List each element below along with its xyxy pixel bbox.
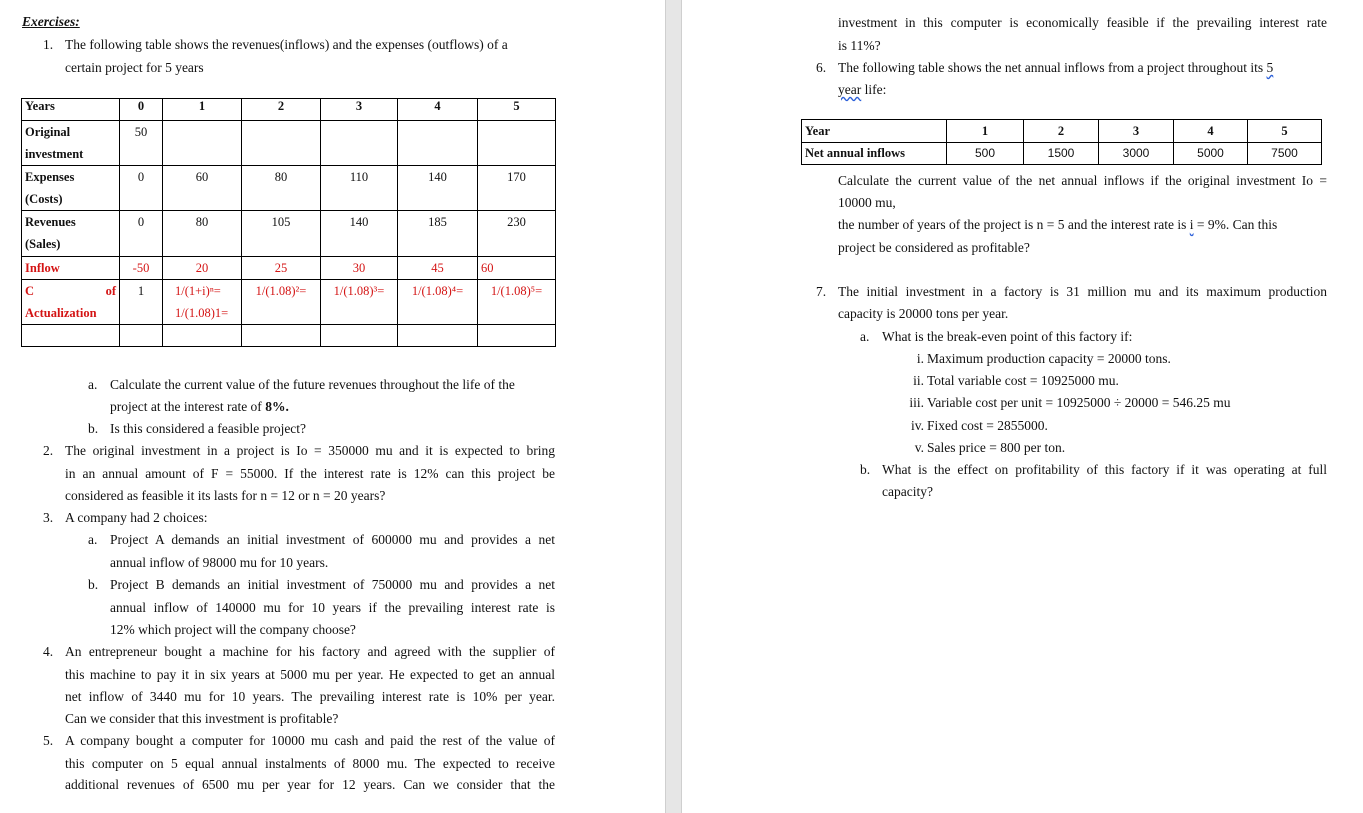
q6-line1: The following table shows the net annual inflows from a project throughout its 5 <box>838 60 1274 75</box>
q7b-line2: capacity? <box>882 484 933 499</box>
table-cell: -50 <box>120 257 163 280</box>
q4-line4: Can we consider that this investment is profitable? <box>65 711 339 726</box>
table-cell: 170 <box>478 166 556 211</box>
header-cell: 4 <box>398 99 478 121</box>
table-cell: 80 <box>163 211 242 257</box>
q5-line3: additional revenues of 6500 mu per year for 12 years. Can we consider that the <box>65 777 555 792</box>
q7b-line1: What is the effect on profitability of this factory if it was operating at full <box>882 462 1327 477</box>
table-cell: 140 <box>321 211 398 257</box>
q2-number: 2. <box>43 443 54 458</box>
header-cell: 1 <box>947 120 1024 143</box>
table-header-row <box>22 99 556 121</box>
header-cell: 5 <box>478 99 556 121</box>
q1a-line2: project at the interest rate of 8%. <box>110 399 289 414</box>
inflow-row <box>22 257 556 280</box>
q5-cont-line2: is 11%? <box>838 38 881 53</box>
row-label: C of Actualization <box>22 280 120 325</box>
header-cell: 3 <box>321 99 398 121</box>
table-cell: 1 <box>120 280 163 325</box>
q1b-letter: b. <box>88 421 99 436</box>
table-cell: 45 <box>398 257 478 280</box>
q6-number: 6. <box>816 60 827 75</box>
q7-item-number: v. <box>914 440 924 455</box>
table-cell: 50 <box>120 121 163 166</box>
table-cell <box>398 121 478 166</box>
right-page <box>682 0 1363 813</box>
inflows-table <box>801 119 1322 165</box>
q7-item-text: Fixed cost = 2855000. <box>927 418 1048 433</box>
q7-number: 7. <box>816 284 827 299</box>
q7-item-number: ii. <box>913 373 924 388</box>
q1a-letter: a. <box>88 377 98 392</box>
header-cell: 0 <box>120 99 163 121</box>
q1b-text: Is this considered a feasible project? <box>110 421 307 436</box>
exercises-heading: Exercises: <box>22 14 80 29</box>
q7-item-text: Maximum production capacity = 20000 tons. <box>927 351 1171 366</box>
q7-item-number: i. <box>916 351 924 366</box>
table-cell: 230 <box>478 211 556 257</box>
q6-text-line3: the number of years of the project is n = 5 and the interest rate is i = 9%. Can this <box>838 217 1278 232</box>
header-cell: 5 <box>1248 120 1322 143</box>
header-cell: Year <box>802 120 947 143</box>
table-row <box>802 143 1322 165</box>
table-cell <box>163 121 242 166</box>
q7-item-text: Total variable cost = 10925000 mu. <box>927 373 1119 388</box>
q3b-line2: annual inflow of 140000 mu for 10 years if the prevailing interest rate is <box>110 600 555 615</box>
table-cell: 1500 <box>1024 143 1099 165</box>
q2-line2: in an annual amount of F = 55000. If the interest rate is 12% can this project be <box>65 466 555 481</box>
q7-line1: The initial investment in a factory is 31 million mu and its maximum production <box>838 284 1327 299</box>
q2-line3: considered as feasible it its lasts for n = 12 or n = 20 years? <box>65 488 386 503</box>
table-cell: 20 <box>163 257 242 280</box>
q6-text-line1: Calculate the current value of the net annual inflows if the original investment Io = <box>838 173 1327 188</box>
q3b-line1: Project B demands an initial investment of 750000 mu and provides a net <box>110 577 555 592</box>
q1-number: 1. <box>43 37 54 52</box>
q6-text-line4: project be considered as profitable? <box>838 240 1030 255</box>
q5-cont-line1: investment in this computer is economically feasible if the prevailing interest rate <box>838 15 1327 30</box>
table-cell <box>242 121 321 166</box>
table-cell: 1/(1.08)²= <box>242 280 321 325</box>
table-cell: 1/(1+i)ⁿ= 1/(1.08)1= <box>163 280 242 325</box>
q5-line2: this computer on 5 equal annual instalments of 8000 mu. The expected to receive <box>65 756 555 771</box>
table-cell: 105 <box>242 211 321 257</box>
q6-text-line2: 10000 mu, <box>838 195 896 210</box>
table-cell: 3000 <box>1099 143 1174 165</box>
table-row <box>22 211 556 257</box>
table-cell: 7500 <box>1248 143 1322 165</box>
cashflow-table <box>21 98 556 347</box>
table-cell: 0 <box>120 166 163 211</box>
q7b-letter: b. <box>860 462 871 477</box>
q1-line2: certain project for 5 years <box>65 60 204 75</box>
table-cell: 60 <box>163 166 242 211</box>
row-label: Expenses (Costs) <box>22 166 120 211</box>
q1-line1: The following table shows the revenues(inflows) and the expenses (outflows) of a <box>65 37 508 52</box>
header-cell: 2 <box>242 99 321 121</box>
table-row <box>22 121 556 166</box>
table-cell: 1/(1.08)⁵= <box>478 280 556 325</box>
header-cell: 2 <box>1024 120 1099 143</box>
header-cell: 3 <box>1099 120 1174 143</box>
q3-line1: A company had 2 choices: <box>65 510 208 525</box>
q5-number: 5. <box>43 733 54 748</box>
q1a-line1: Calculate the current value of the future revenues throughout the life of the <box>110 377 515 392</box>
left-page <box>0 0 665 813</box>
q7a-text: What is the break-even point of this factory if: <box>882 329 1133 344</box>
q4-number: 4. <box>43 644 54 659</box>
table-header-row <box>802 120 1322 143</box>
q3b-line3: 12% which project will the company choose? <box>110 622 356 637</box>
table-cell: 140 <box>398 166 478 211</box>
row-label: Inflow <box>22 257 120 280</box>
table-cell: 5000 <box>1174 143 1248 165</box>
header-cell: Years <box>22 99 120 121</box>
row-label: Original investment <box>22 121 120 166</box>
header-cell: 1 <box>163 99 242 121</box>
q7-item-text: Sales price = 800 per ton. <box>927 440 1066 455</box>
table-cell: 1/(1.08)⁴= <box>398 280 478 325</box>
table-cell: 60 <box>478 257 556 280</box>
q2-line1: The original investment in a project is Io = 350000 mu and it is expected to bring <box>65 443 555 458</box>
q4-line2: this machine to pay it in six years at 5000 mu per year. He expected to get an annual <box>65 667 555 682</box>
table-cell <box>321 121 398 166</box>
empty-row <box>22 325 556 347</box>
q3a-line2: annual inflow of 98000 mu for 10 years. <box>110 555 329 570</box>
table-cell: 500 <box>947 143 1024 165</box>
q3a-letter: a. <box>88 532 98 547</box>
q3a-line1: Project A demands an initial investment of 600000 mu and provides a net <box>110 532 555 547</box>
table-cell <box>478 121 556 166</box>
q3-number: 3. <box>43 510 54 525</box>
table-cell: 110 <box>321 166 398 211</box>
table-cell: 0 <box>120 211 163 257</box>
header-cell: 4 <box>1174 120 1248 143</box>
table-cell: 1/(1.08)³= <box>321 280 398 325</box>
q7-item-number: iv. <box>911 418 924 433</box>
table-cell: 80 <box>242 166 321 211</box>
q6-line2: year life: <box>838 82 887 97</box>
table-cell: 30 <box>321 257 398 280</box>
actualization-row <box>22 280 556 325</box>
q4-line3: net inflow of 3440 mu for 10 years. The prevailing interest rate is 10% per year. <box>65 689 555 704</box>
row-label: Net annual inflows <box>802 143 947 165</box>
q5-line1: A company bought a computer for 10000 mu cash and paid the rest of the value of <box>65 733 555 748</box>
table-cell: 185 <box>398 211 478 257</box>
page-gutter <box>665 0 682 813</box>
q7-item-text: Variable cost per unit = 10925000 ÷ 20000 = 546.25 mu <box>927 395 1231 410</box>
q4-line1: An entrepreneur bought a machine for his factory and agreed with the supplier of <box>65 644 555 659</box>
table-cell: 25 <box>242 257 321 280</box>
q7-item-number: iii. <box>909 395 924 410</box>
q7a-letter: a. <box>860 329 870 344</box>
q3b-letter: b. <box>88 577 99 592</box>
row-label: Revenues (Sales) <box>22 211 120 257</box>
q7-line2: capacity is 20000 tons per year. <box>838 306 1009 321</box>
table-row <box>22 166 556 211</box>
